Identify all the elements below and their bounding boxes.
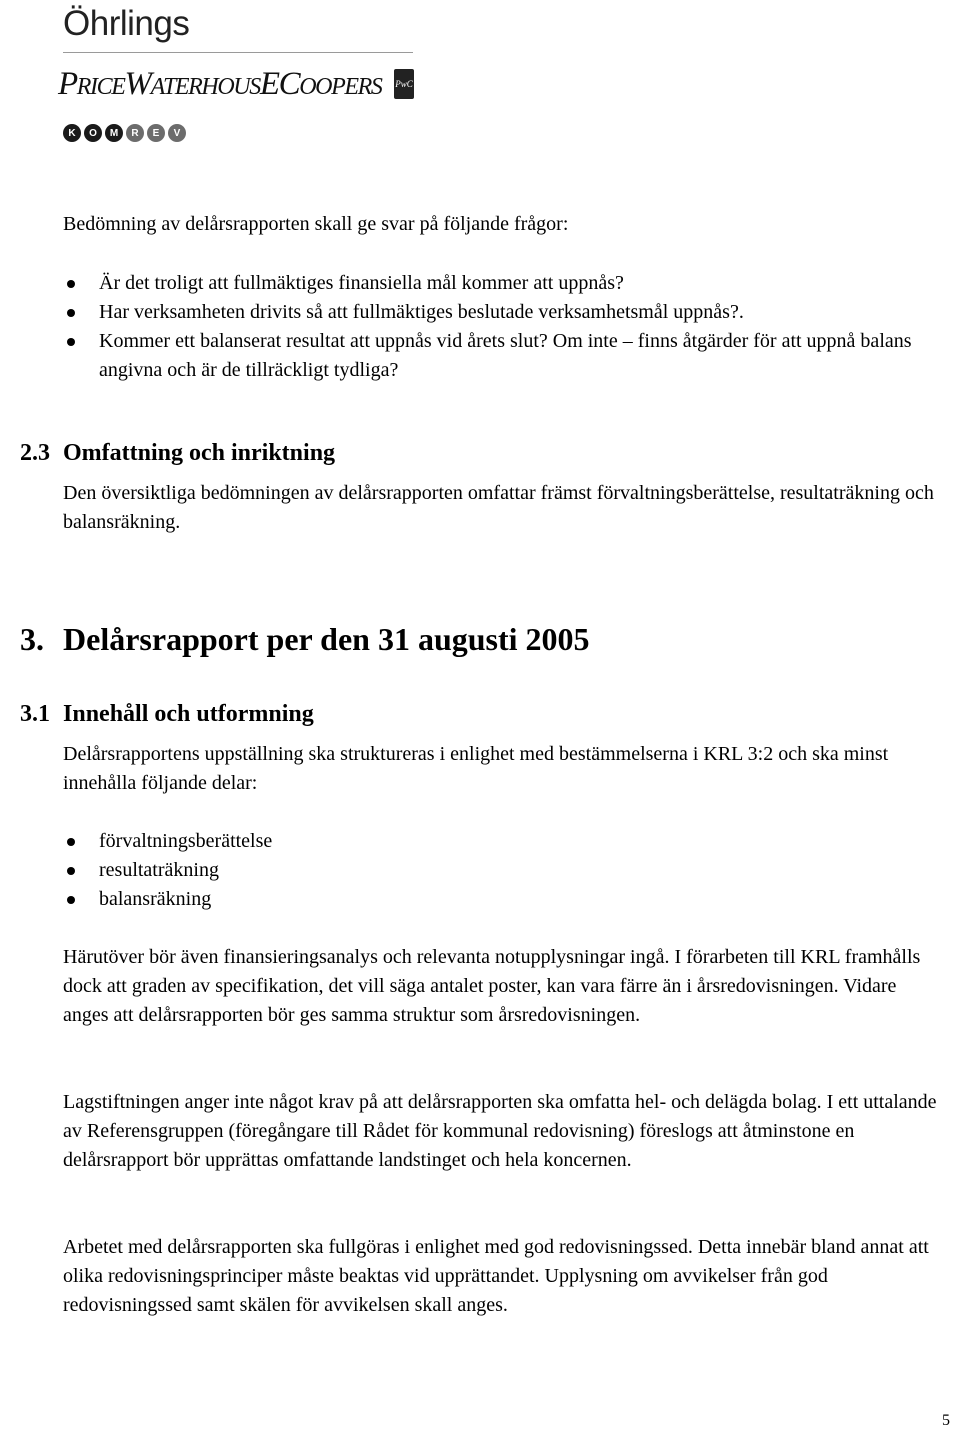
paragraph: Härutöver bör även finansieringsanalys och relevanta notupplysningar ingå. I förarbeten till KRL framhålls dock att graden av specifikation, det vill säga antalet poster, kan vara färre än i årsredovisningen. Vidare anges att delårsrapporten bör ges samma struktur som årsredovisningen. bbox=[63, 946, 921, 1026]
bullet-icon bbox=[67, 896, 75, 904]
section-heading: 2.3 Omfattning och inriktning bbox=[20, 440, 336, 466]
partner-logo: PRICEWATERHOUSECOOPERS bbox=[58, 66, 382, 102]
bullet-icon bbox=[67, 338, 75, 346]
paragraph: Lagstiftningen anger inte något krav på att delårsrapporten ska omfatta hel- och delägda bolag. I ett uttalande av Referensgruppen (föregångare till Rådet för kommunal redovisning) föreslogs att åtminstone en delårsrapport bör upprättas omfattande landstinget och hela koncernen. bbox=[63, 1091, 937, 1171]
bullet-icon bbox=[67, 867, 75, 875]
list-item: Har verksamheten drivits så att fullmäktiges beslutade verksamhetsmål uppnås?. bbox=[63, 298, 943, 327]
header-divider bbox=[63, 52, 413, 53]
section-heading: 3.1 Innehåll och utformning bbox=[20, 701, 314, 727]
paragraph: Arbetet med delårsrapporten ska fullgöras i enlighet med god redovisningssed. Detta innebär bland annat att olika redovisningsprinciper måste beaktas vid upprättandet. Upplysning om avvikelser från god redovisningssed samt skälen för avvikelsen skall anges. bbox=[63, 1236, 929, 1316]
list-item: Är det troligt att fullmäktiges finansiella mål kommer att uppnås? bbox=[63, 269, 943, 298]
kommrev-letter: E bbox=[147, 124, 165, 142]
bullet-icon bbox=[67, 309, 75, 317]
list-item: Kommer ett balanserat resultat att uppnås vid årets slut? Om inte – finns åtgärder för att uppnå balans angivna och är de tillräckligt tydliga? bbox=[63, 327, 943, 385]
parts-list bbox=[63, 827, 958, 914]
kommrev-letter: R bbox=[126, 124, 144, 142]
page-number: 5 bbox=[942, 1412, 950, 1429]
kommrev-letter: M bbox=[105, 124, 123, 142]
question-list bbox=[63, 269, 943, 385]
section-body: Den översiktliga bedömningen av delårsrapporten omfattar främst förvaltningsberättelse, resultaträkning och balansräkning. bbox=[63, 482, 934, 533]
kommrev-letter: O bbox=[84, 124, 102, 142]
chapter-heading: 3. Delårsrapport per den 31 augusti 2005 bbox=[20, 621, 590, 657]
section-body: Delårsrapportens uppställning ska struktureras i enlighet med bestämmelserna i KRL 3:2 och ska minst innehålla följande delar: bbox=[63, 743, 889, 794]
list-item: resultaträkning bbox=[63, 856, 958, 885]
bullet-icon bbox=[67, 280, 75, 288]
intro-lead: Bedömning av delårsrapporten skall ge svar på följande frågor: bbox=[63, 213, 569, 235]
kommrev-logo bbox=[63, 124, 186, 142]
bullet-icon bbox=[67, 838, 75, 846]
list-item: förvaltningsberättelse bbox=[63, 827, 958, 856]
kommrev-letter: V bbox=[168, 124, 186, 142]
list-item: balansräkning bbox=[63, 885, 958, 914]
brand-name: Öhrlings bbox=[63, 4, 190, 43]
seal-icon: PwC bbox=[394, 69, 414, 99]
kommrev-letter: K bbox=[63, 124, 81, 142]
